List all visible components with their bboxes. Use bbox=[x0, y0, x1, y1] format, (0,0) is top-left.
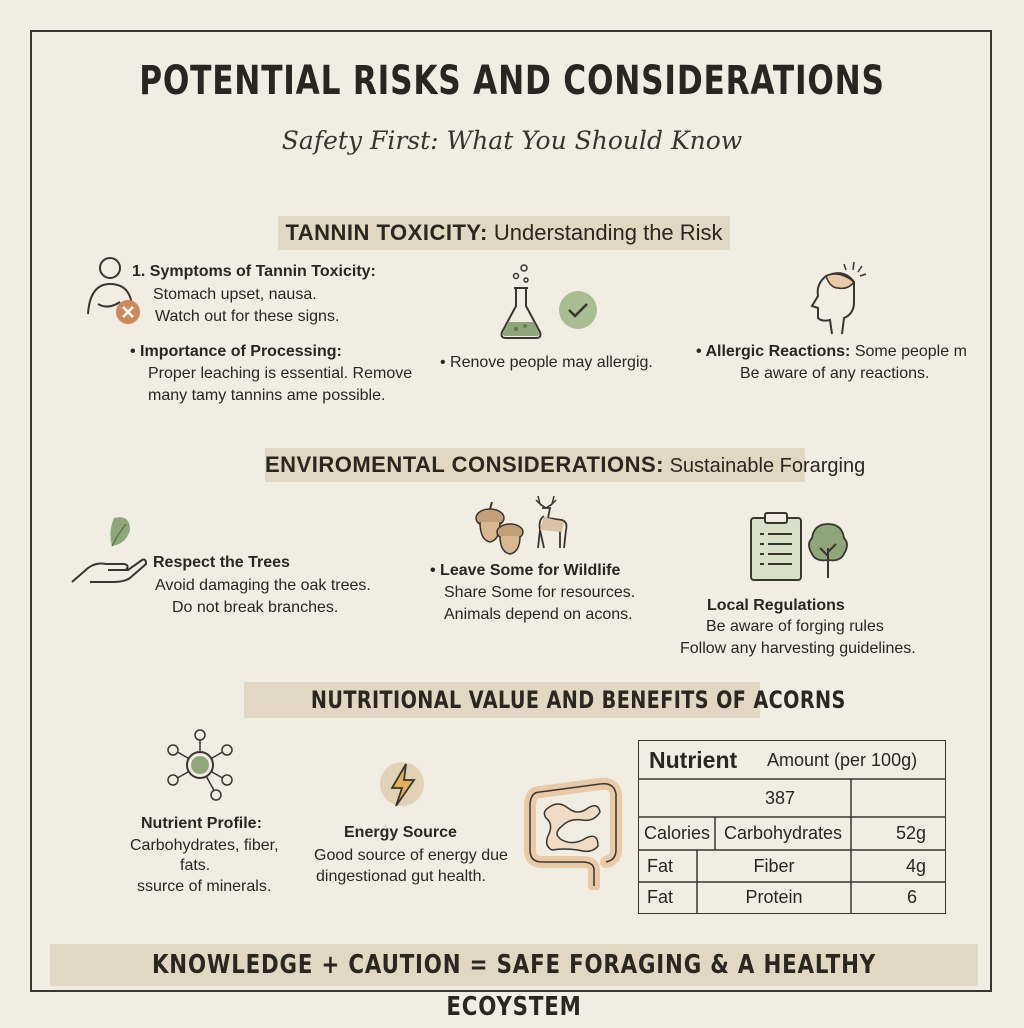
intestine-icon bbox=[522, 762, 626, 890]
tannin-heading-rest: Understanding the Risk bbox=[487, 220, 723, 245]
environment-heading bbox=[265, 448, 866, 482]
environment-heading-lead: ENVIROMENTAL CONSIDERATIONS: bbox=[265, 452, 665, 477]
check-icon bbox=[558, 290, 598, 330]
table-cell-6: 6 bbox=[906, 887, 917, 907]
nutrition-heading bbox=[244, 682, 846, 718]
profile-title: Nutrient Profile: bbox=[141, 815, 262, 832]
processing-line1: Proper leaching is essential. Remove bbox=[148, 365, 413, 382]
energy-line1: Good source of energy due bbox=[314, 847, 508, 864]
flask-icon bbox=[496, 262, 546, 342]
wildlife-title-text: Leave Some for Wildlife bbox=[440, 562, 621, 579]
table-cell-protein: Protein bbox=[745, 887, 803, 907]
wildlife-line1: Share Some for resources. bbox=[444, 584, 636, 601]
table-cell-fat-2: Fat bbox=[646, 887, 673, 907]
deer-icon bbox=[524, 494, 572, 550]
allergic-line2: Be aware of any reactions. bbox=[740, 365, 930, 382]
symptoms-title: 1. Symptoms of Tannin Toxicity: bbox=[132, 263, 376, 280]
nutrient-network-icon bbox=[160, 728, 240, 802]
allergic-rest: Some people m bbox=[850, 343, 967, 360]
energy-title: Energy Source bbox=[344, 824, 457, 841]
table-value-387: 387 bbox=[764, 787, 796, 808]
allergic-title: Allergic Reactions: bbox=[705, 343, 851, 360]
head-icon bbox=[804, 258, 874, 338]
regs-line2: Follow any harvesting guidelines. bbox=[680, 640, 916, 657]
processing-title-text: Importance of Processing: bbox=[140, 343, 342, 360]
energy-line2: dingestionad gut health. bbox=[316, 868, 486, 885]
table-header-nutrient: Nutrient bbox=[649, 746, 738, 773]
acorn-icon bbox=[472, 500, 526, 556]
nutrient-table bbox=[638, 740, 946, 914]
clipboard-icon bbox=[748, 510, 804, 582]
page-subtitle: Safety First: What You Should Know bbox=[281, 126, 743, 155]
table-cell-fat-1: Fat bbox=[646, 855, 673, 876]
symptoms-line1: Stomach upset, nausa. bbox=[153, 286, 317, 303]
processing-line2: many tamy tannins ame possible. bbox=[148, 387, 386, 404]
symptoms-line2: Watch out for these signs. bbox=[155, 308, 340, 325]
trees-title: Respect the Trees bbox=[153, 554, 290, 571]
table-cell-fiber: Fiber bbox=[753, 855, 795, 876]
profile-line2: fats. bbox=[180, 857, 211, 874]
lightning-icon bbox=[378, 760, 426, 810]
footer-banner bbox=[50, 944, 978, 1022]
wildlife-line2: Animals depend on acons. bbox=[444, 606, 633, 623]
processing-title: • Importance of Processing: bbox=[130, 343, 342, 360]
allergic-line1: • Allergic Reactions: Some people m bbox=[696, 343, 967, 360]
allergy-note-text: Renove people may allergig. bbox=[450, 354, 653, 371]
regs-line1: Be aware of forging rules bbox=[706, 618, 884, 635]
footer-text: KNOWLEDGE + CAUTION = SAFE FORAGING & A HEALTHY ECOYSTEM bbox=[151, 950, 877, 1022]
table-cell-4g: 4g bbox=[905, 855, 927, 876]
tree-icon bbox=[806, 522, 850, 580]
trees-line1: Avoid damaging the oak trees. bbox=[155, 577, 371, 594]
page-title: POTENTIAL RISKS AND CONSIDERATIONS bbox=[139, 58, 885, 104]
table-header-amount: Amount (per 100g) bbox=[767, 749, 918, 770]
regs-title: Local Regulations bbox=[707, 597, 845, 614]
hand-leaf-icon bbox=[68, 512, 148, 588]
profile-line3: ssurce of minerals. bbox=[137, 878, 272, 895]
nutrition-heading-text: NUTRITIONAL VALUE AND BENEFITS OF ACORNS bbox=[310, 686, 846, 714]
table-cell-52g: 52g bbox=[895, 823, 927, 843]
table-cell-carbohydrates: Carbohydrates bbox=[723, 823, 843, 843]
profile-line1: Carbohydrates, fiber, bbox=[130, 837, 279, 854]
allergy-note: • Renove people may allergig. bbox=[440, 354, 653, 371]
wildlife-title: • Leave Some for Wildlife bbox=[430, 562, 621, 579]
tannin-heading bbox=[278, 216, 730, 250]
environment-heading-rest: Sustainable Forarging bbox=[664, 455, 866, 477]
tannin-heading-lead: TANNIN TOXICITY: bbox=[285, 220, 488, 245]
table-cell-calories: Calories bbox=[643, 823, 711, 843]
trees-line2: Do not break branches. bbox=[172, 599, 339, 616]
